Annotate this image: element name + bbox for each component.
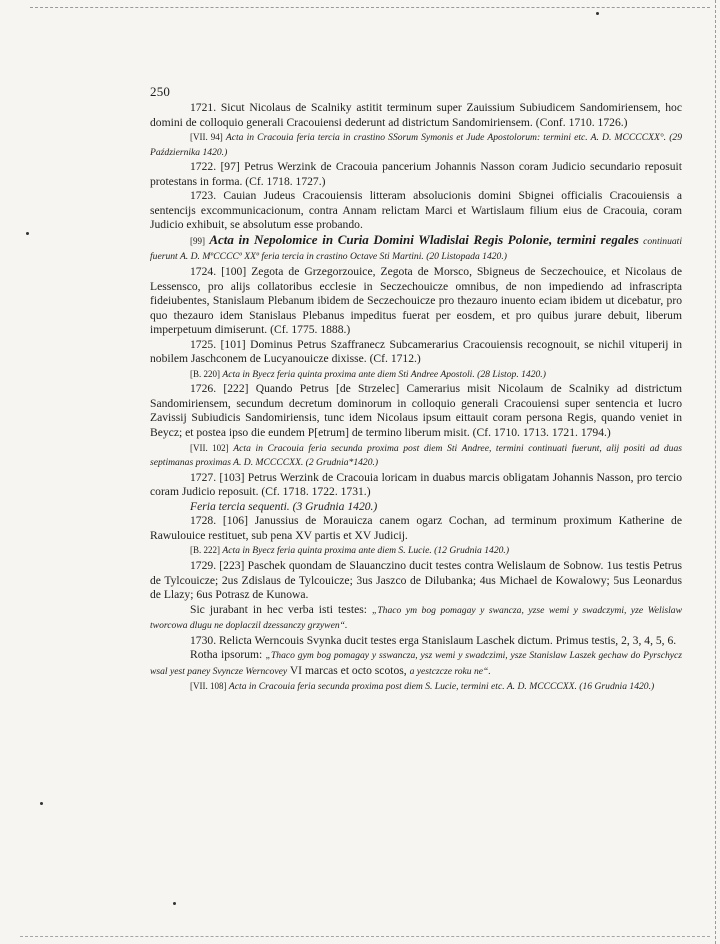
entry-1728: 1728. [106] Janussius de Morauicza canem ogarz Cochan, ad terminum proximum Katherine de Rawulouice restituet, sub pena XV partis et XV Judicij. bbox=[150, 514, 682, 542]
rubric-text: Acta in Cracouia feria secunda proxima post diem Sti Andree, termini continuati fuerunt, alij positi ad duas septimanas proximas A. D. MCCCCXX. (2 Grudnia*1420.) bbox=[150, 442, 682, 469]
rubric-vii-94 bbox=[150, 130, 682, 160]
oath-lead: Rotha ipsorum: bbox=[190, 648, 263, 662]
scan-edge-bottom bbox=[20, 936, 710, 938]
scan-speck bbox=[173, 902, 176, 905]
rubric-text: Acta in Cracouia feria tercia in crastino SSorum Symonis et Jude Apostolorum: termini etc. A. D. MCCCCXX°. (29 Października 1420.) bbox=[150, 132, 682, 158]
scan-edge-top bbox=[30, 7, 710, 9]
entry-1727: 1727. [103] Petrus Werzink de Cracouia loricam in duabus marcis obligatam Johannis Nasson, pro tercio coram Judicio reposuit. (Cf. 1718. 1722. 1731.) bbox=[150, 470, 682, 499]
oath-1730 bbox=[150, 648, 682, 679]
rubric-b-222 bbox=[150, 543, 682, 559]
oath-quote: „Thaco gym bog pomagay y sswancza, ysz wemi y swadczimi, ysze Stanislaw Laszek gechaw do Pyrschycz wsal yest paney Svyncze Werncovey bbox=[150, 650, 682, 677]
rubric-ref: [VII. 102] bbox=[190, 442, 229, 453]
scan-speck bbox=[596, 12, 599, 15]
scan-speck bbox=[26, 232, 29, 235]
oath-quote: „Thaco ym bog pomagay y swancza, yzse wemi y swadczymi, yze Welislaw tworcowa dlugu ne doplaczil dzessanczy grzywen“. bbox=[150, 604, 682, 632]
rubric-ref: [VII. 94] bbox=[190, 132, 223, 143]
subrubric-feria-tercia: Feria tercia sequenti. (3 Grudnia 1420.) bbox=[190, 499, 378, 513]
section-heading-nepolomice bbox=[150, 233, 682, 265]
entry-1730: 1730. Relicta Werncouis Svynka ducit testes erga Stanislaum Laschek dictum. Primus testis, 2, 3, 4, 5, 6. bbox=[190, 633, 677, 647]
rubric-text: Acta in Byecz feria quinta proxima ante diem Sti Andree Apostoli. (28 Listop. 1420.) bbox=[222, 368, 546, 380]
heading-rest: continuati fuerunt A. D. MºCCCCº XXº feria tercia in crastino Octave Sti Martini. (20 Listopada 1420.) bbox=[150, 235, 682, 263]
heading-ref: [99] bbox=[190, 235, 205, 246]
rubric-b-220 bbox=[150, 367, 682, 383]
page-number: 250 bbox=[150, 84, 171, 99]
rubric-ref: [B. 220] bbox=[190, 368, 220, 379]
rubric-vii-102 bbox=[150, 441, 682, 471]
oath-lead: Sic jurabant in hec verba isti testes: bbox=[190, 602, 367, 616]
rubric-text: Acta in Byecz feria quinta proxima ante diem S. Lucie. (12 Grudnia 1420.) bbox=[222, 545, 510, 557]
entry-1725: 1725. [101] Dominus Petrus Szaffranecz Subcamerarius Cracouiensis recognouit, se nichil vituperij in nobilem Jaschconem de Lucyanouicze dixisse. (Cf. 1712.) bbox=[150, 337, 682, 366]
entry-1724: 1724. [100] Zegota de Grzegorzouice, Zegota de Morsco, Sbigneus de Seczechouice, et Nicolaus de Lessensco, pro alijs collatoribus ecclesie in Seczechouicze omnibus, de non impediendo ad infrascripta fideiubentes, Stanislaum Plebanum ibidem de Seczechouicze pro thezauro inuento eciam ibidem ut dicebatur, pro quo thezauro idem Stanislaus Plebanus impeditus fuerat per eosdem, et pro quibus jurare debuit, liberum imperpetuum dimiserunt. (Cf. 1775. 1888.) bbox=[150, 265, 682, 337]
oath-quote-end: a yestczcze roku ne“. bbox=[409, 665, 491, 677]
rubric-text: Acta in Cracouia feria secunda proxima post diem S. Lucie, termini etc. A. D. MCCCCXX. (16 Grudnia 1420.) bbox=[228, 681, 655, 693]
rubric-ref: [B. 222] bbox=[190, 545, 220, 556]
scan-speck bbox=[40, 802, 43, 805]
document-body bbox=[150, 101, 682, 695]
entry-1729: 1729. [223] Paschek quondam de Slauanczino ducit testes contra Welislaum de Sobnow. 1us testis Petrus de Tylcouicze; 2us Zdislaus de Tylcouicze; 3us Jaszco de Dilubanka; 4us Michael de Kowalowy; 5us Leonardus de Llazy; 6us Potrasz de Kunowa. bbox=[150, 558, 682, 602]
heading-bold-title: Acta in Nepolomice in Curia Domini Wladislai Regis Polonie, termini regales bbox=[209, 231, 639, 247]
entry-1722: 1722. [97] Petrus Werzink de Cracouia pancerium Johannis Nasson coram Judicio secundario reposuit protestans in forma. (Cf. 1718. 1727.) bbox=[150, 160, 682, 188]
scan-edge-right bbox=[714, 0, 716, 944]
rubric-ref: [VII. 108] bbox=[190, 681, 227, 692]
oath-tail: VI marcas et octo scotos, bbox=[289, 663, 407, 677]
oath-1729 bbox=[150, 603, 682, 634]
entry-1726: 1726. [222] Quando Petrus [de Strzelec] Camerarius misit Nicolaum de Scalniky ad districtum Sandomiriensem, secundum decretum dominorum in colloquio generali Cracouiensi super sentencia et lucro Zavissij Subiudicis Sandomiriensis, tunc idem Nicolaus ipsum eittauit coram persona Regis, quando veniet in Beycz; et postea ipso die eundem P[etrum] de termino liberum misit. (Cf. 1710. 1713. 1721. 1794.) bbox=[150, 382, 682, 440]
entry-1723: 1723. Cauian Judeus Cracouiensis litteram absolucionis domini Sbignei officialis Cracouiensis a sentencijs excommunicacionum, contra Annam relictam Marci et Wartislaum filium eius de Cracouia, coram Judicio exhibuit, se absolutum esse probando. bbox=[150, 189, 682, 232]
rubric-vii-108 bbox=[150, 679, 682, 695]
entry-1721: 1721. Sicut Nicolaus de Scalniky astitit terminum super Zauissium Subiudicem Sandomiriensem, hoc domini de colloquio generali Cracouiensi dederunt ad districtum Sandomiriensem. (Conf. 1710. 1726.) bbox=[150, 101, 682, 129]
